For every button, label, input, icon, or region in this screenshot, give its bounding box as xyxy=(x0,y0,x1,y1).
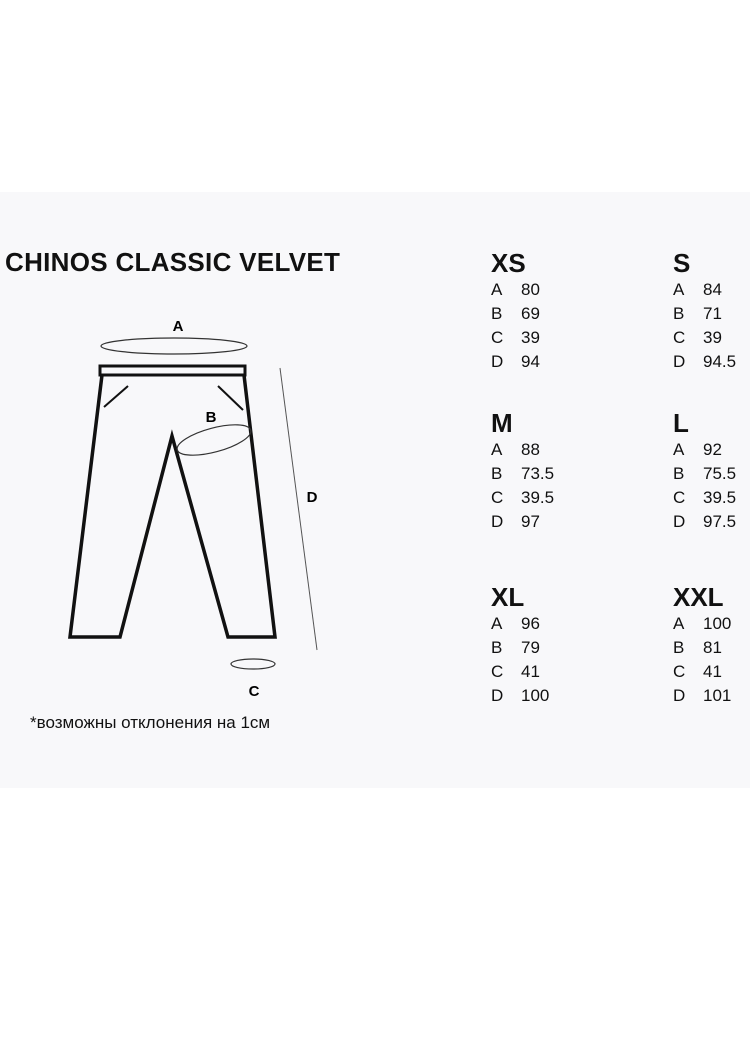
measurement-value: 101 xyxy=(703,686,732,705)
measurement-row xyxy=(491,302,571,326)
product-title: CHINOS CLASSIC VELVET xyxy=(5,247,341,277)
measurement-row xyxy=(673,510,750,534)
measurement-key: C xyxy=(673,662,686,681)
measurement-value: 75.5 xyxy=(703,464,737,483)
measurement-key: B xyxy=(673,464,685,483)
measurement-value: 100 xyxy=(521,686,550,705)
waist-measure-ellipse xyxy=(101,338,247,354)
measurement-value: 97.5 xyxy=(703,512,737,531)
measurement-value: 73.5 xyxy=(521,464,555,483)
measurement-key: A xyxy=(673,614,685,633)
measurement-value: 81 xyxy=(703,638,722,657)
measurement-row xyxy=(673,612,750,636)
measurement-row xyxy=(491,612,571,636)
size-name: XS xyxy=(491,248,526,278)
measurement-value: 97 xyxy=(521,512,540,531)
measurement-row xyxy=(491,636,571,660)
left-pocket xyxy=(104,386,128,407)
measurement-value: 39.5 xyxy=(521,488,555,507)
measurement-value: 96 xyxy=(521,614,540,633)
measurement-value: 94 xyxy=(521,352,540,371)
measurement-row xyxy=(491,278,571,302)
length-measure-line xyxy=(280,368,317,650)
tolerance-note: *возможны отклонения на 1см xyxy=(30,713,271,732)
measurement-key: B xyxy=(491,464,503,483)
measurement-key: C xyxy=(673,328,686,347)
measurement-key: D xyxy=(491,512,504,531)
measurement-value: 80 xyxy=(521,280,540,299)
measurement-value: 41 xyxy=(521,662,540,681)
measurement-value: 39 xyxy=(521,328,540,347)
measurement-key: C xyxy=(491,328,504,347)
size-block-l xyxy=(673,408,750,534)
measurement-key: C xyxy=(491,662,504,681)
label-d: D xyxy=(306,489,318,506)
measurement-value: 79 xyxy=(521,638,540,657)
right-pocket xyxy=(218,386,243,410)
measurement-key: A xyxy=(673,440,685,459)
measurement-value: 71 xyxy=(703,304,722,323)
measurement-value: 39 xyxy=(703,328,722,347)
size-block-xxl xyxy=(673,582,750,708)
measurement-row xyxy=(491,462,571,486)
measurement-row xyxy=(673,278,750,302)
measurement-row xyxy=(673,462,750,486)
measurement-value: 100 xyxy=(703,614,732,633)
measurement-key: B xyxy=(673,638,685,657)
measurement-row xyxy=(673,302,750,326)
size-block-xl xyxy=(491,582,571,708)
measurement-row xyxy=(673,660,750,684)
measurement-value: 39.5 xyxy=(703,488,737,507)
measurement-value: 41 xyxy=(703,662,722,681)
measurement-key: A xyxy=(491,614,503,633)
size-name: XL xyxy=(491,582,525,612)
measurement-row xyxy=(491,660,571,684)
size-name: S xyxy=(673,248,691,278)
measurement-row xyxy=(673,636,750,660)
label-c: C xyxy=(248,683,260,700)
size-name: XXL xyxy=(673,582,724,612)
label-a: A xyxy=(172,318,184,335)
pants-diagram xyxy=(0,300,360,720)
measurement-row xyxy=(491,350,571,374)
measurement-key: B xyxy=(491,638,503,657)
size-name: M xyxy=(491,408,513,438)
measurement-key: C xyxy=(491,488,504,507)
measurement-key: D xyxy=(491,352,504,371)
measurement-row xyxy=(673,326,750,350)
measurement-row xyxy=(491,684,571,708)
waistband xyxy=(100,366,245,375)
measurement-value: 94.5 xyxy=(703,352,737,371)
measurement-value: 84 xyxy=(703,280,722,299)
measurement-row xyxy=(673,486,750,510)
size-name: L xyxy=(673,408,689,438)
measurement-value: 92 xyxy=(703,440,722,459)
measurement-key: A xyxy=(491,280,503,299)
measurement-row xyxy=(491,438,571,462)
measurement-key: C xyxy=(673,488,686,507)
measurement-row xyxy=(673,350,750,374)
size-block-m xyxy=(491,408,571,534)
measurement-key: A xyxy=(673,280,685,299)
measurement-row xyxy=(491,510,571,534)
measurement-key: D xyxy=(673,352,686,371)
hem-measure-ellipse xyxy=(231,659,275,669)
measurement-key: B xyxy=(491,304,503,323)
measurement-key: D xyxy=(673,512,686,531)
size-block-xs xyxy=(491,248,571,374)
measurement-row xyxy=(491,486,571,510)
measurement-row xyxy=(491,326,571,350)
size-block-s xyxy=(673,248,750,374)
measurement-key: A xyxy=(491,440,503,459)
measurement-key: B xyxy=(673,304,685,323)
pants-outline xyxy=(70,375,275,637)
measurement-key: D xyxy=(673,686,686,705)
label-b: B xyxy=(205,409,217,426)
measurement-row xyxy=(673,684,750,708)
measurement-value: 69 xyxy=(521,304,540,323)
measurement-value: 88 xyxy=(521,440,540,459)
measurement-key: D xyxy=(491,686,504,705)
measurement-row xyxy=(673,438,750,462)
